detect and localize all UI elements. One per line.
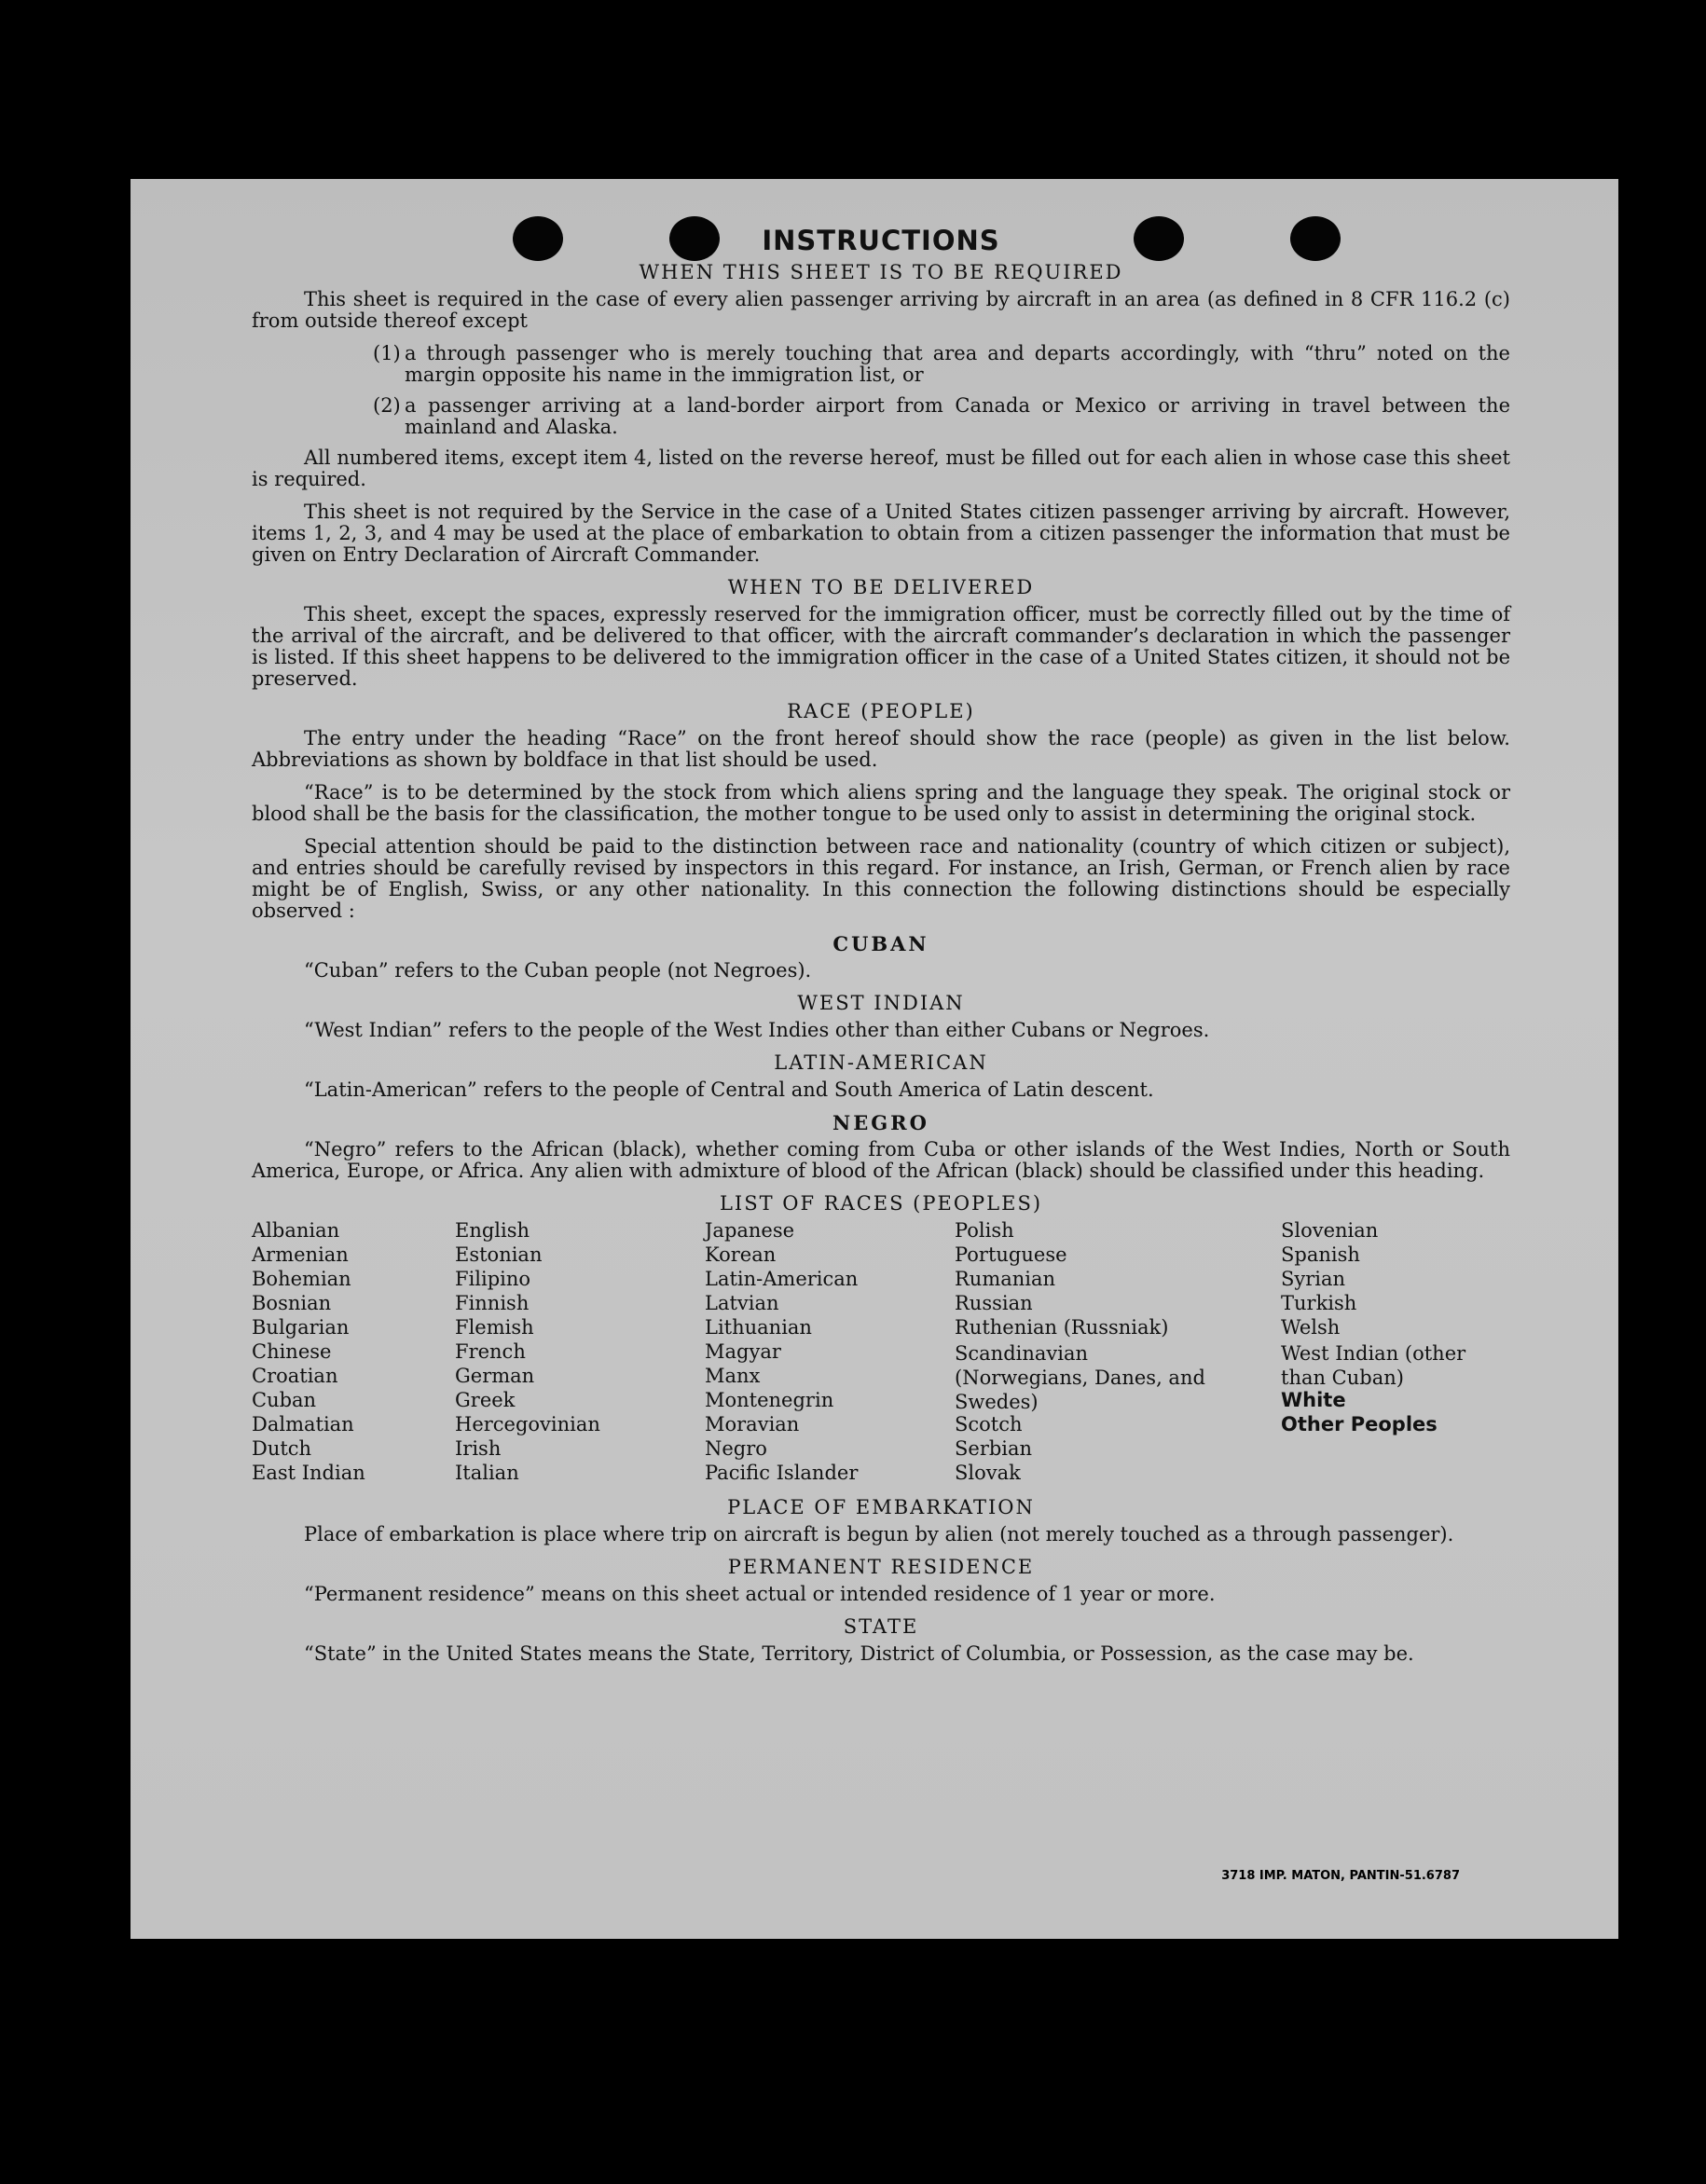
race-entry: Bosnian bbox=[252, 1292, 332, 1314]
race-entry: Cuban bbox=[252, 1389, 317, 1411]
race-entry: Ruthenian (Russniak) bbox=[955, 1316, 1169, 1339]
race-entry: Negro bbox=[705, 1437, 767, 1460]
section-heading: CUBAN bbox=[832, 932, 929, 955]
race-entry: Bulgarian bbox=[252, 1316, 350, 1339]
race-entry: Estonian bbox=[455, 1243, 543, 1266]
race-entry: Rumanian bbox=[955, 1268, 1056, 1290]
race-entry: Latvian bbox=[705, 1292, 779, 1314]
race-entry: East Indian bbox=[252, 1462, 365, 1484]
printer-code: 3718 IMP. MATON, PANTIN-51.6787 bbox=[1221, 1869, 1460, 1883]
paragraph: “West Indian” refers to the people of the West Indies other than either Cubans or Negroes. bbox=[304, 1019, 1210, 1041]
race-entry: West Indian (other than Cuban) bbox=[1281, 1342, 1466, 1389]
paragraph: “Negro” refers to the African (black), whether coming from Cuba or other islands of the West Indies, North or South America, Europe, or Africa. Any alien with admixture of blood of the African (black) should be classified under this heading. bbox=[252, 1138, 1510, 1182]
race-entry: Scandinavian (Norwegians, Danes, and Swedes) bbox=[955, 1342, 1205, 1413]
paragraph: This sheet is required in the case of every alien passenger arriving by aircraft in an area (as defined in 8 CFR 116.2 (c) from outside thereof except bbox=[252, 288, 1510, 332]
race-entry: Bohemian bbox=[252, 1268, 351, 1290]
list-item bbox=[252, 395, 1510, 438]
item-text: a passenger arriving at a land-border airport from Canada or Mexico or arriving in travel between the mainland and Alaska. bbox=[405, 394, 1510, 438]
paragraph: Place of embarkation is place where trip on aircraft is begun by alien (not merely touched as a through passenger). bbox=[304, 1523, 1454, 1545]
page-title: INSTRUCTIONS bbox=[762, 225, 1000, 256]
race-entry: Portuguese bbox=[955, 1243, 1067, 1266]
race-entry: Manx bbox=[705, 1365, 761, 1387]
race-entry: Greek bbox=[455, 1389, 516, 1411]
race-entry: Scotch bbox=[955, 1413, 1023, 1435]
race-entry: Hercegovinian bbox=[455, 1413, 600, 1435]
race-column bbox=[1281, 1220, 1510, 1487]
item-number: (1) bbox=[373, 342, 401, 364]
race-entry: Armenian bbox=[252, 1243, 349, 1266]
paragraph: “State” in the United States means the State, Territory, District of Columbia, or Possession, as the case may be. bbox=[304, 1642, 1414, 1665]
race-entry: Japanese bbox=[705, 1219, 795, 1242]
section-heading: PERMANENT RESIDENCE bbox=[727, 1556, 1035, 1578]
race-column bbox=[955, 1220, 1281, 1487]
race-entry: Korean bbox=[705, 1243, 777, 1266]
race-entry: Latin-American bbox=[705, 1268, 859, 1290]
race-entry: German bbox=[455, 1365, 535, 1387]
race-column bbox=[705, 1220, 955, 1487]
instruction-sheet bbox=[131, 179, 1618, 1939]
section-heading: LATIN-AMERICAN bbox=[774, 1051, 988, 1074]
race-entry: Russian bbox=[955, 1292, 1033, 1314]
race-entry: Pacific Islander bbox=[705, 1462, 859, 1484]
race-entry: Chinese bbox=[252, 1340, 332, 1363]
race-entry: English bbox=[455, 1219, 530, 1242]
paragraph: All numbered items, except item 4, listed on the reverse hereof, must be filled out for each alien in whose case this sheet is required. bbox=[252, 446, 1510, 490]
race-entry: Moravian bbox=[705, 1413, 800, 1435]
section-heading: RACE (PEOPLE) bbox=[787, 700, 975, 722]
race-entry: Turkish bbox=[1281, 1292, 1357, 1314]
race-entry: French bbox=[455, 1340, 526, 1363]
race-column bbox=[252, 1220, 455, 1487]
race-entry: Serbian bbox=[955, 1437, 1033, 1460]
section-heading: LIST OF RACES (PEOPLES) bbox=[719, 1192, 1043, 1215]
section-heading: WEST INDIAN bbox=[797, 992, 965, 1014]
race-entry: Syrian bbox=[1281, 1268, 1346, 1290]
race-entry: Finnish bbox=[455, 1292, 530, 1314]
section-heading: WHEN TO BE DELIVERED bbox=[727, 576, 1035, 598]
paragraph: The entry under the heading “Race” on the front hereof should show the race (people) as given in the list below. Abbreviations as shown by boldface in that list should be used. bbox=[252, 727, 1510, 771]
race-entry: Montenegrin bbox=[705, 1389, 834, 1411]
paragraph: “Race” is to be determined by the stock from which aliens spring and the language they speak. The original stock or blood shall be the basis for the classification, the mother tongue to be used only to assist in determining the original stock. bbox=[252, 781, 1510, 825]
race-entry: Flemish bbox=[455, 1316, 534, 1339]
section-heading: PLACE OF EMBARKATION bbox=[727, 1496, 1035, 1518]
race-entry: Filipino bbox=[455, 1268, 531, 1290]
race-entry: Spanish bbox=[1281, 1243, 1360, 1266]
section-heading: WHEN THIS SHEET IS TO BE REQUIRED bbox=[639, 261, 1123, 283]
race-entry: Albanian bbox=[252, 1219, 340, 1242]
race-entry: Irish bbox=[455, 1437, 502, 1460]
paragraph: This sheet is not required by the Service in the case of a United States citizen passenger arriving by aircraft. However, items 1, 2, 3, and 4 may be used at the place of embarkation to obtain from a citizen passenger the information that must be given on Entry Declaration of Aircraft Commander. bbox=[252, 501, 1510, 566]
race-list bbox=[252, 1220, 1510, 1487]
race-entry: Italian bbox=[455, 1462, 519, 1484]
race-entry: Croatian bbox=[252, 1365, 338, 1387]
race-entry: Dutch bbox=[252, 1437, 312, 1460]
race-entry: Slovenian bbox=[1281, 1219, 1379, 1242]
race-entry: White bbox=[1281, 1389, 1346, 1411]
race-entry: Other Peoples bbox=[1281, 1413, 1438, 1435]
race-column bbox=[455, 1220, 705, 1487]
item-text: a through passenger who is merely touching that area and departs accordingly, with “thru” noted on the margin opposite his name in the immigration list, or bbox=[405, 342, 1510, 386]
section-heading: NEGRO bbox=[832, 1111, 929, 1134]
race-entry: Slovak bbox=[955, 1462, 1021, 1484]
race-entry: Magyar bbox=[705, 1340, 781, 1363]
race-entry: Dalmatian bbox=[252, 1413, 354, 1435]
paragraph: This sheet, except the spaces, expressly reserved for the immigration officer, must be correctly filled out by the time of the arrival of the aircraft, and be delivered to that officer, with the aircraft commander’s declaration in which the passenger is listed. If this sheet happens to be delivered to the immigration officer in the case of a United States citizen, it should not be preserved. bbox=[252, 603, 1510, 690]
list-item bbox=[252, 343, 1510, 386]
race-entry: Lithuanian bbox=[705, 1316, 812, 1339]
race-entry: Polish bbox=[955, 1219, 1014, 1242]
paragraph: Special attention should be paid to the distinction between race and nationality (country of which citizen or subject), and entries should be carefully revised by inspectors in this regard. For instance, an Irish, German, or French alien by race might be of English, Swiss, or any other nationality. In this connection the following distinctions should be especially observed : bbox=[252, 835, 1510, 922]
section-heading: STATE bbox=[843, 1615, 919, 1638]
paragraph: “Latin-American” refers to the people of Central and South America of Latin descent. bbox=[304, 1078, 1154, 1101]
instructions-content bbox=[252, 225, 1510, 1676]
race-entry: Welsh bbox=[1281, 1316, 1341, 1339]
item-number: (2) bbox=[373, 394, 401, 417]
paragraph: “Cuban” refers to the Cuban people (not Negroes). bbox=[304, 959, 812, 982]
paragraph: “Permanent residence” means on this sheet actual or intended residence of 1 year or more. bbox=[304, 1583, 1216, 1605]
